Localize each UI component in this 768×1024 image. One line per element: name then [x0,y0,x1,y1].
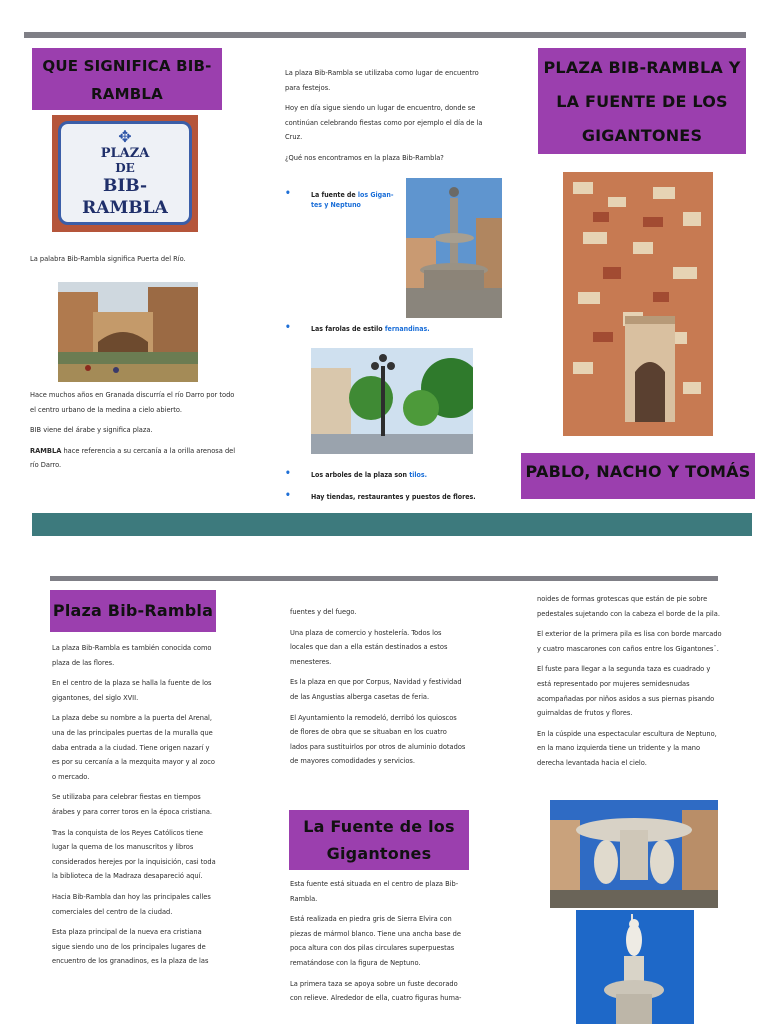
streetlamp-photo [311,348,473,454]
link-tilos[interactable]: tilos. [409,471,427,479]
neptune-photo [576,910,694,1024]
text-col2-top: fuentes y del fuego. Una plaza de comercio y hostelería. Todos los locales que dan a ella están destinados a estos menesteres. Es la plaza en que por Corpus, Navidad y festividad de las Angustias alberga casetas de feria. El Ayuntamiento la remodeló, derribó los quioscos de flores de obra que se situaban en los cuatro lados para sustituirlos por otros de aluminio dotados de mayores comodidades y servicios. [290,607,466,766]
text-mid-intro: La plaza Bib-Rambla se utilizaba como lugar de encuentro para festejos. Hoy en día sigue siendo un lugar de encuentro, donde se continúan celebrando fiestas como por ejemplo el día de la Cruz. ¿Qué nos encontramos en la plaza Bib-Rambla? [285,68,483,162]
sign-line-3: BIB-RAMBLA [82,176,168,218]
teal-footer-band [32,513,752,536]
bullet-arboles: • Los arboles de la plaza son tilos. [285,468,427,479]
bullet-tiendas: • Hay tiendas, restaurantes y puestos de flores. [285,490,476,501]
rambla-lead: RAMBLA [30,445,62,455]
bullet-fuente: • La fuente de los Gigan-tes y Neptuno [285,188,394,209]
fountain-photo-2-svg [550,800,718,908]
sign-plaque [58,121,192,225]
fuente-gigantones-box: La Fuente de los Gigantones [289,810,469,870]
plaza-sign-image [52,115,198,232]
text-historia-left: Hace muchos años en Granada discurría el río Darro por todo el centro urbano de la medina a cielo abierto. BIB viene del árabe y significa plaza. RAMBLA hace referencia a su cercanía a la orilla arenosa del río Darro. [30,390,236,470]
authors-box: PABLO, NACHO Y TOMÁS [521,453,755,499]
text-col3-bottom: noides de formas grotescas que están de pie sobre pedestales sujetando con la cabeza el borde de la pila. El exterior de la primera pila es lisa con borde marcado y cuatro mascarones con caños entre los Gigantones¨. El fuste para llegar a la segunda taza es cuadrado y está representado por mujeres semidesnudas acompañadas por niños asidos a sus piernas pisando guirnaldas de frutos y flores. En la cúspide una espectacular escultura de Neptuno, en la mano izquierda tiene un tridente y la mano derecha levantada hacia el cielo. [537,594,722,767]
fountain-photo-1-svg [406,178,502,318]
sign-emblem-icon: ✥ [118,127,132,146]
link-gigantes[interactable]: los Gigan-tes y Neptuno [311,191,394,209]
bullet-dot-icon: • [285,468,291,479]
darro-painting-image [58,282,198,382]
aerial-painting-svg [563,172,713,436]
bottom-divider [50,576,718,581]
top-divider [24,32,746,38]
neptune-photo-svg [576,910,694,1024]
text-significado: La palabra Bib-Rambla significa Puerta del Río. [30,254,186,263]
text-col1-bottom: La plaza Bib-Rambla es también conocida como plaza de las flores. En el centro de la plaza se halla la fuente de los gigantones, del siglo XVII. La plaza debe su nombre a la puerta del Arenal, una de las principales puertas de la muralla que daba entrada a la ciudad. Tiene origen nazarí y es por su cercanía a la mezquita mayor y al zoco o mercado. Se utilizaba para celebrar fiestas en tiempos árabes y para correr toros en la época cristiana. Tras la conquista de los Reyes Católicos tiene lugar la quema de los manuscritos y libros considerados herejes por la inquisición, casi toda la biblioteca de la Madraza desapareció aquí. Hacia Bib-Rambla dan hoy las principales calles comerciales del centro de la ciudad. Esta plaza principal de la nueva era cristiana sigue siendo uno de los principales lugares de encuentro de los granadinos, es la plaza de las [52,643,216,966]
text-col2-bottom: Esta fuente está situada en el centro de plaza Bib-Rambla. Está realizada en piedra gris de Sierra Elvira con piezas de mármol blanco. Tiene una ancha base de poca altura con dos pilas circulares superpuestas rematándose con la figura de Neptuno. La primera taza se apoya sobre un fuste decorado con relieve. Alrededor de ella, cuatro figuras huma- [290,879,462,1003]
granada-aerial-painting [563,172,713,436]
darro-painting-svg [58,282,198,382]
main-title-box: PLAZA BIB-RAMBLA Y LA FUENTE DE LOS GIGANTONES [538,48,746,154]
sign-line-1: PLAZA [100,146,150,161]
link-fernandinas[interactable]: fernandinas. [384,325,430,333]
que-significa-box: QUE SIGNIFICA BIB-RAMBLA [32,48,222,110]
sign-line-2: DE [115,161,135,175]
bullet-dot-icon: • [285,322,291,333]
fountain-photo-2 [550,800,718,908]
bullet-dot-icon: • [285,188,291,199]
bullet-farolas: • Las farolas de estilo fernandinas. [285,322,430,333]
fountain-photo-1 [406,178,502,318]
streetlamp-photo-svg [311,348,473,454]
plaza-bib-rambla-box: Plaza Bib-Rambla [50,590,216,632]
bullet-dot-icon: • [285,490,291,501]
